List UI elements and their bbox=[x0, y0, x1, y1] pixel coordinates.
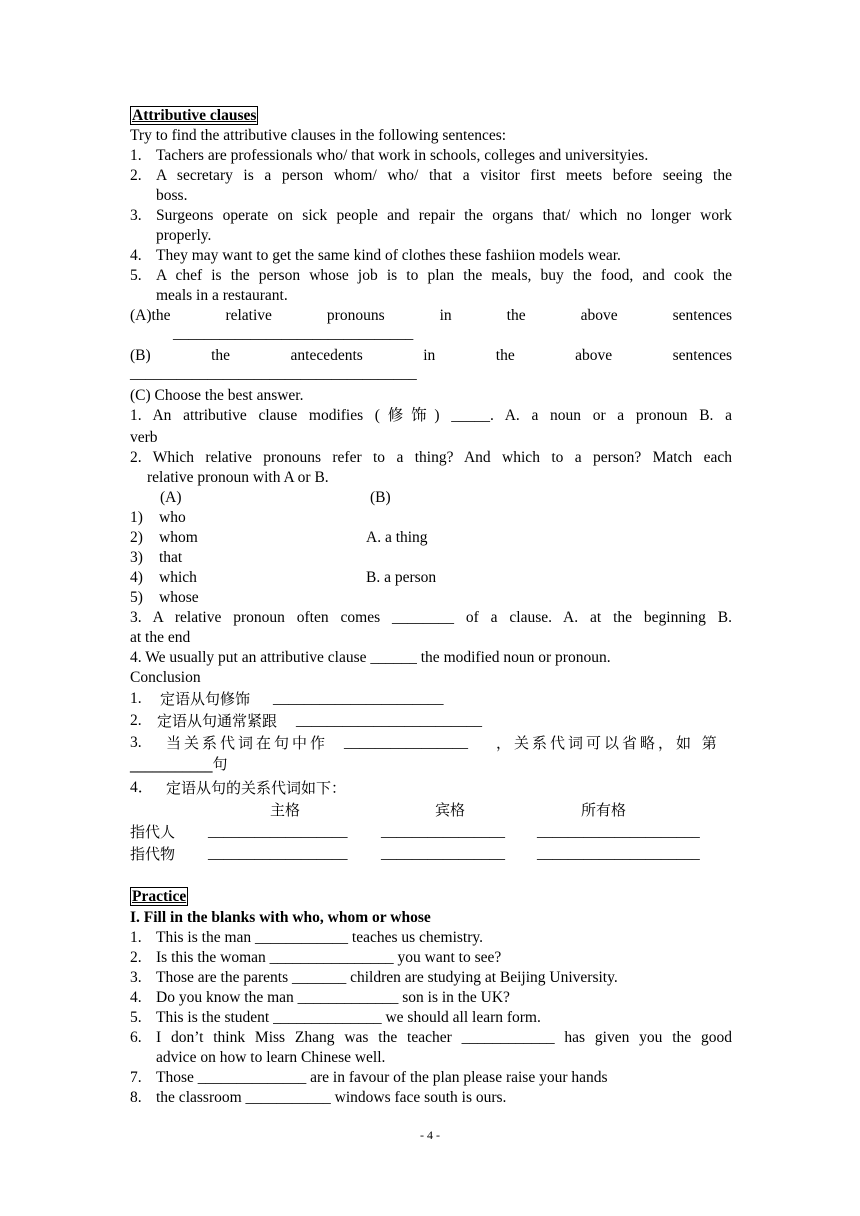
conclusion-blank-3[interactable]: ________________ bbox=[344, 734, 468, 751]
sentence-1: 1. Tachers are professionals who/ that work in schools, colleges and universityies. bbox=[130, 147, 649, 164]
page-number: - 4 - bbox=[420, 1128, 440, 1142]
conclusion-item-3: 3. 当关系代词在句中作 ________________ ，关系代词可以省略，如 第 bbox=[130, 734, 720, 752]
conclusion-item-1: 1. 定语从句修饰 ______________________ bbox=[130, 690, 444, 708]
question-3: 3. A relative pronoun often comes ________ of a clause. A. at the beginning B. bbox=[130, 609, 732, 626]
section-heading-attributive-clauses bbox=[130, 106, 732, 126]
table-header-possessive: 所有格 bbox=[581, 801, 627, 819]
table-cell-person-object[interactable]: ________________ bbox=[381, 823, 505, 840]
table-cell-person-subject[interactable]: __________________ bbox=[208, 823, 348, 840]
practice-item-7: 7. Those ______________ are in favour of the plan please raise your hands bbox=[130, 1069, 608, 1086]
practice-item-4: 4. Do you know the man _____________ son is in the UK? bbox=[130, 989, 510, 1006]
sentence-5: 5. A chef is the person whose job is to plan the meals, buy the food, and cook the bbox=[130, 267, 732, 284]
conclusion-title: Conclusion bbox=[130, 669, 201, 686]
match-item-2-num: 2) bbox=[130, 529, 143, 546]
practice-item-6: 6. I don’t think Miss Zhang was the teacher ____________ has given you the good bbox=[130, 1029, 732, 1046]
match-item-4-num: 4) bbox=[130, 569, 143, 586]
conclusion-blank-2[interactable]: ________________________ bbox=[296, 712, 482, 729]
practice-item-6-cont: advice on how to learn Chinese well. bbox=[156, 1049, 386, 1066]
table-row-thing-label: 指代物 bbox=[130, 845, 176, 863]
question-1-cont: verb bbox=[130, 429, 158, 446]
table-header-object: 宾格 bbox=[435, 801, 466, 819]
part-b-blank[interactable]: _____________________________________ bbox=[130, 365, 417, 382]
table-cell-thing-object[interactable]: ________________ bbox=[381, 845, 505, 862]
part-a-question: (A)the relative pronouns in the above sentences bbox=[130, 307, 732, 324]
sentence-4: 4. They may want to get the same kind of clothes these fashiion models wear. bbox=[130, 247, 621, 264]
match-item-3-word: that bbox=[159, 549, 183, 566]
match-item-2-word: whom bbox=[159, 529, 198, 546]
conclusion-blank-1[interactable]: ______________________ bbox=[273, 690, 444, 707]
sentence-3: 3. Surgeons operate on sick people and repair the organs that/ which no longer work bbox=[130, 207, 732, 224]
match-option-a: A. a thing bbox=[366, 529, 428, 546]
sentence-5-cont: meals in a restaurant. bbox=[156, 287, 288, 304]
match-item-1-word: who bbox=[159, 509, 186, 526]
table-cell-person-possessive[interactable]: _____________________ bbox=[537, 823, 700, 840]
heading-box: Attributive clauses bbox=[132, 107, 257, 124]
sentence-2: 2. A secretary is a person whom/ who/ that a visitor first meets before seeing the bbox=[130, 167, 732, 184]
practice-item-5: 5. This is the student ______________ we should all learn form. bbox=[130, 1009, 541, 1026]
practice-item-8: 8. the classroom ___________ windows face south is ours. bbox=[130, 1089, 507, 1106]
conclusion-item-3-cont: ___________句 bbox=[130, 755, 228, 773]
match-head-a: (A) bbox=[160, 489, 182, 506]
practice-item-2: 2. Is this the woman ________________ you want to see? bbox=[130, 949, 502, 966]
table-cell-thing-possessive[interactable]: _____________________ bbox=[537, 845, 700, 862]
part-a-blank[interactable]: _______________________________ bbox=[173, 325, 414, 342]
part-b-question: (B) the antecedents in the above sentences bbox=[130, 347, 732, 364]
conclusion-item-2: 2. 定语从句通常紧跟 ________________________ bbox=[130, 712, 482, 730]
sentence-3-cont: properly. bbox=[156, 227, 212, 244]
match-item-5-word: whose bbox=[159, 589, 199, 606]
match-head-b: (B) bbox=[370, 489, 391, 506]
match-item-4-word: which bbox=[159, 569, 197, 586]
question-2-cont: relative pronoun with A or B. bbox=[147, 469, 329, 486]
practice-item-1: 1. This is the man ____________ teaches us chemistry. bbox=[130, 929, 484, 946]
conclusion-item-4: 4． 定语从句的关系代词如下： bbox=[130, 779, 347, 797]
match-item-5-num: 5) bbox=[130, 589, 143, 606]
practice-item-3: 3. Those are the parents _______ children are studying at Beijing University. bbox=[130, 969, 618, 986]
question-3-cont: at the end bbox=[130, 629, 191, 646]
sentence-2-cont: boss. bbox=[156, 187, 188, 204]
match-option-b: B. a person bbox=[366, 569, 437, 586]
table-header-subject: 主格 bbox=[270, 801, 301, 819]
question-1: 1. An attributive clause modifies (修饰) _____. A. a noun or a pronoun B. a bbox=[130, 407, 732, 424]
section-heading-practice: Practice bbox=[132, 888, 187, 905]
match-item-3-num: 3) bbox=[130, 549, 143, 566]
table-row-person-label: 指代人 bbox=[130, 823, 176, 841]
practice-subheading: I. Fill in the blanks with who, whom or whose bbox=[130, 909, 431, 926]
match-item-1-num: 1) bbox=[130, 509, 143, 526]
table-cell-thing-subject[interactable]: __________________ bbox=[208, 845, 348, 862]
part-c-heading: (C) Choose the best answer. bbox=[130, 387, 304, 404]
question-4: 4. We usually put an attributive clause ______ the modified noun or pronoun. bbox=[130, 649, 611, 666]
question-2: 2. Which relative pronouns refer to a thing? And which to a person? Match each bbox=[130, 449, 732, 466]
intro-text: Try to find the attributive clauses in the following sentences: bbox=[130, 127, 507, 144]
